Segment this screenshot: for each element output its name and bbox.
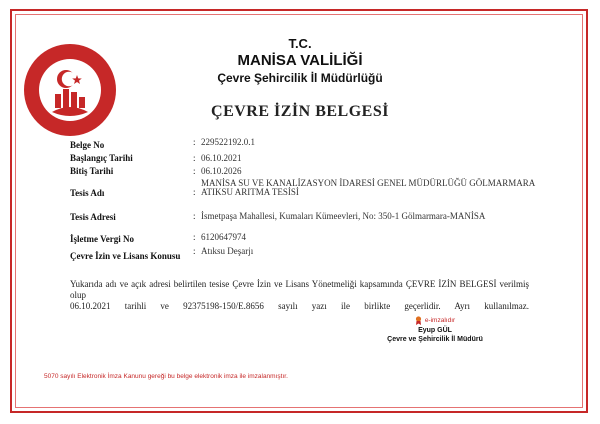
document-title: ÇEVRE İZİN BELGESİ <box>211 103 389 120</box>
tesis-adi-value-line1: MANİSA SU VE KANALİZASYON İDARESİ GENEL MÜDÜRLÜĞÜ GÖLMARMARA <box>201 178 536 188</box>
colon: : <box>193 153 196 163</box>
header-directorate: Çevre Şehircilik İl Müdürlüğü <box>217 71 383 85</box>
bitis-value: 06.10.2026 <box>201 166 242 176</box>
vergi-no-label: İşletme Vergi No <box>70 234 134 244</box>
colon: : <box>193 246 196 256</box>
e-signature-badge <box>380 316 490 325</box>
header-governorship: MANİSA VALİLİĞİ <box>237 52 363 69</box>
izin-konusu-value: Atıksu Deşarjı <box>201 246 254 256</box>
paragraph-line2: 06.10.2021 tarihli ve 92375198-150/E.8656 sayılı yazı ile birlikte geçerlidir. Ayrı kullanılmaz. <box>70 301 529 311</box>
colon: : <box>193 187 196 197</box>
belge-no-label: Belge No <box>70 140 105 150</box>
signature-block <box>380 316 490 344</box>
colon: : <box>193 211 196 221</box>
izin-konusu-label: Çevre İzin ve Lisans Konusu <box>70 251 181 261</box>
header-tc: T.C. <box>288 36 312 51</box>
validity-paragraph <box>70 279 529 312</box>
e-signature-label: e-imzalıdır <box>424 317 456 324</box>
colon: : <box>193 232 196 242</box>
vergi-no-value: 6120647974 <box>201 232 246 242</box>
tesis-adresi-label: Tesis Adresi <box>70 212 116 222</box>
ribbon-icon <box>415 316 422 325</box>
signer-title: Çevre ve Şehircilik İl Müdürü <box>387 336 483 343</box>
baslangic-value: 06.10.2021 <box>201 153 242 163</box>
colon: : <box>193 137 196 147</box>
paragraph-line1: Yukarıda adı ve açık adresi belirtilen tesise Çevre İzin ve Lisans Yönetmeliği kapsamında ÇEVRE İZİN BELGESİ verilmiş olup <box>70 279 529 300</box>
baslangic-label: Başlangıç Tarihi <box>70 153 133 163</box>
colon: : <box>193 166 196 176</box>
signer-name: Eyup GÜL <box>418 327 452 334</box>
tesis-adi-value-line2: ATIKSU ARITMA TESİSİ <box>201 187 299 197</box>
ministry-seal-logo <box>22 42 118 138</box>
bitis-label: Bitiş Tarihi <box>70 166 114 176</box>
tesis-adresi-value: İsmetpaşa Mahallesi, Kumaları Kümeevleri, No: 350-1 Gölmarmara-MANİSA <box>201 211 486 221</box>
tesis-adi-label: Tesis Adı <box>70 188 105 198</box>
footer-note: 5070 sayılı Elektronik İmza Kanunu gereği bu belge elektronik imza ile imzalanmıştır. <box>44 373 288 380</box>
belge-no-value: 229522192.0.1 <box>201 137 255 147</box>
